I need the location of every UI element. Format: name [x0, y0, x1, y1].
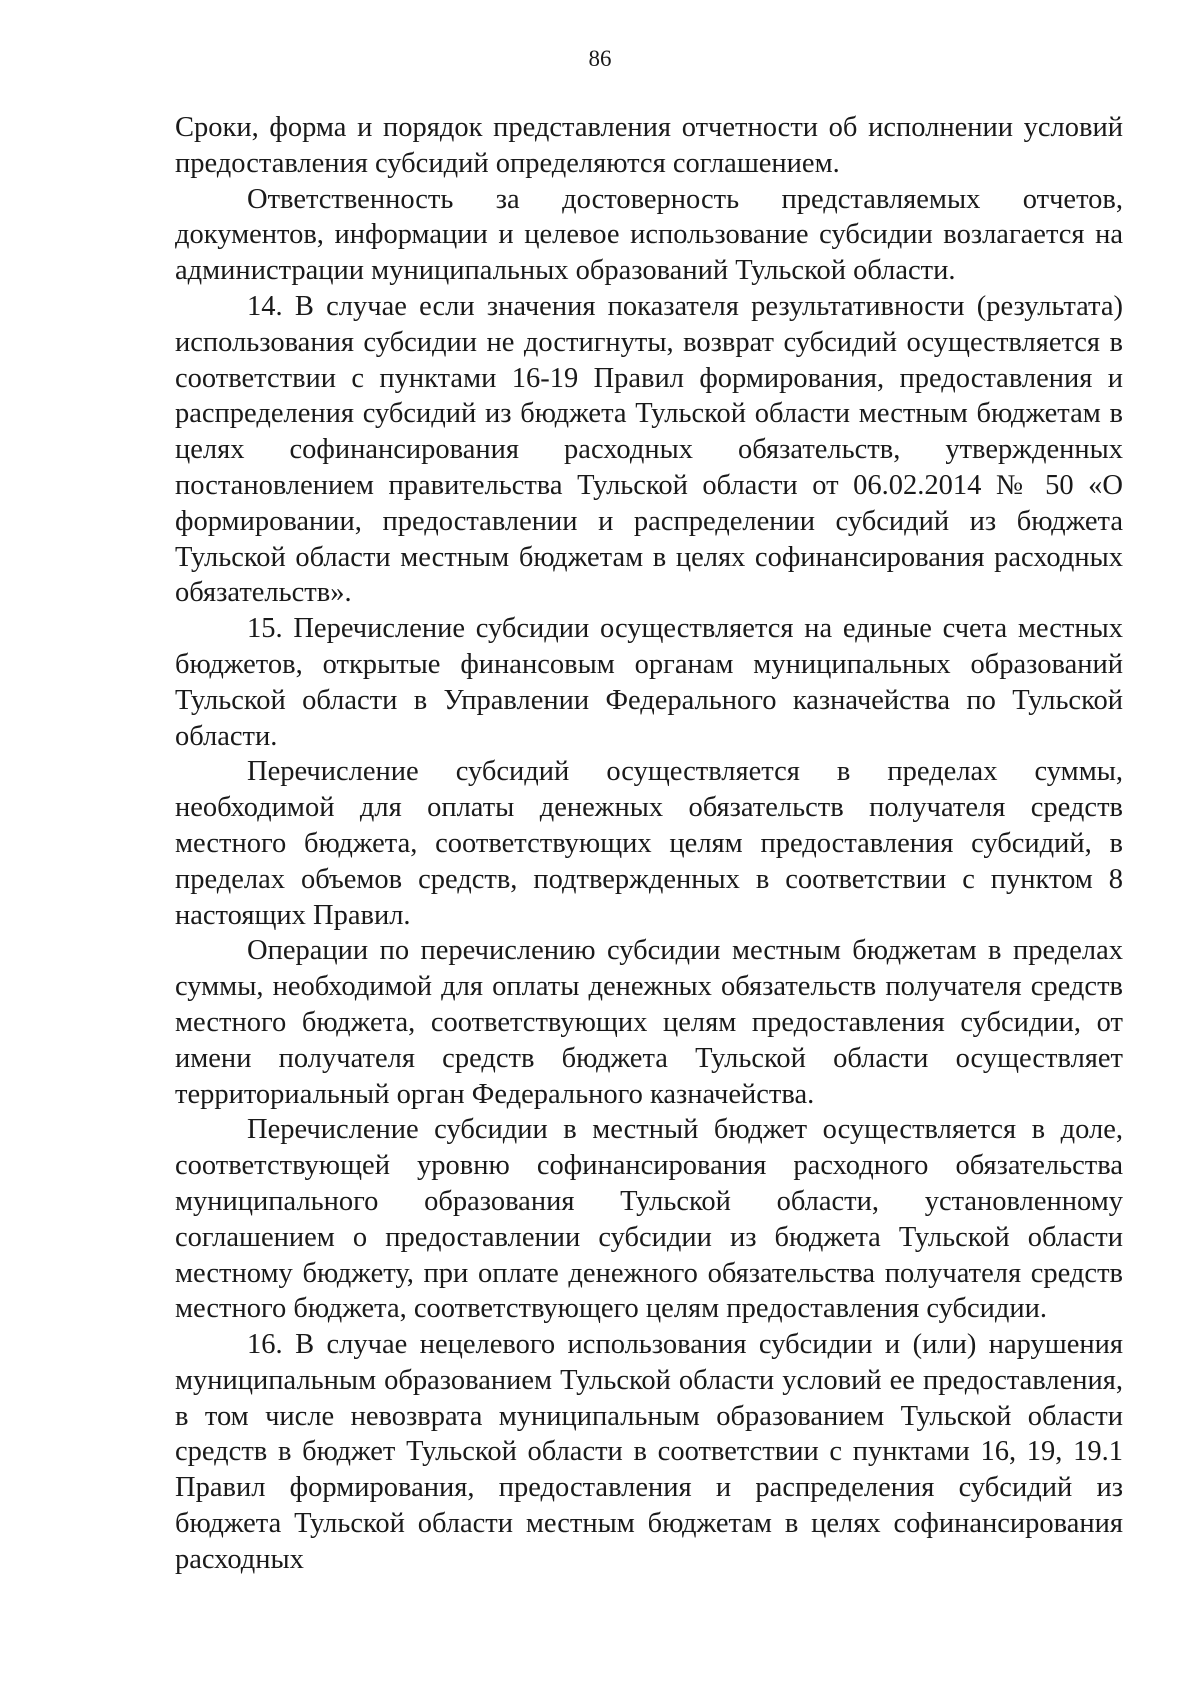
- paragraph-reporting-terms: Сроки, форма и порядок представления отчетности об исполнении условий предоставления субсидий определяются соглашением.: [175, 112, 1123, 179]
- page-number: 86: [588, 46, 612, 71]
- paragraph-transfer-operations: Операции по перечислению субсидии местным бюджетам в пределах суммы, необходимой для оплаты денежных обязательств получателя средств местного бюджета, соответствующих целям предоставления субсидии, от имени получателя средств бюджета Тульской области осуществляет территориальный орган Федерального казначейства.: [175, 935, 1123, 1110]
- paragraph-transfer-limits: Перечисление субсидий осуществляется в пределах суммы, необходимой для оплаты денежных обязательств получателя средств местного бюджета, соответствующих целям предоставления субсидий, в пределах объемов средств, подтвержденных в соответствии с пунктом 8 настоящих Правил.: [175, 756, 1123, 931]
- paragraph-responsibility: Ответственность за достоверность представляемых отчетов, документов, информации и целевое использование субсидии возлагается на администрации муниципальных образований Тульской области.: [175, 183, 1123, 287]
- document-body: [175, 110, 1123, 1578]
- paragraph-clause-14: 14. В случае если значения показателя результативности (результата) использования субсидии не достигнуты, возврат субсидий осуществляется в соответствии с пунктами 16-19 Правил формирования, предоставления и распределения субсидий из бюджета Тульской области местным бюджетам в целях софинансирования расходных обязательств, утвержденных постановлением правительства Тульской области от 06.02.2014 № 50 «О формировании, предоставлении и распределении субсидий из бюджета Тульской области местным бюджетам в целях софинансирования расходных обязательств».: [175, 290, 1123, 609]
- paragraph-clause-16: 16. В случае нецелевого использования субсидии и (или) нарушения муниципальным образованием Тульской области условий ее предоставления, в том числе невозврата муниципальным образованием Тульской области средств в бюджет Тульской области в соответствии с пунктами 16, 19, 19.1 Правил формирования, предоставления и распределения субсидий из бюджета Тульской области местным бюджетам в целях софинансирования расходных: [175, 1329, 1123, 1575]
- paragraph-clause-15: 15. Перечисление субсидии осуществляется на единые счета местных бюджетов, открытые финансовым органам муниципальных образований Тульской области в Управлении Федерального казначейства по Тульской области.: [175, 613, 1123, 752]
- paragraph-cofinancing-share: Перечисление субсидии в местный бюджет осуществляется в доле, соответствующей уровню софинансирования расходного обязательства муниципального образования Тульской области, установленному соглашением о предоставлении субсидии из бюджета Тульской области местному бюджету, при оплате денежного обязательства получателя средств местного бюджета, соответствующего целям предоставления субсидии.: [175, 1114, 1123, 1325]
